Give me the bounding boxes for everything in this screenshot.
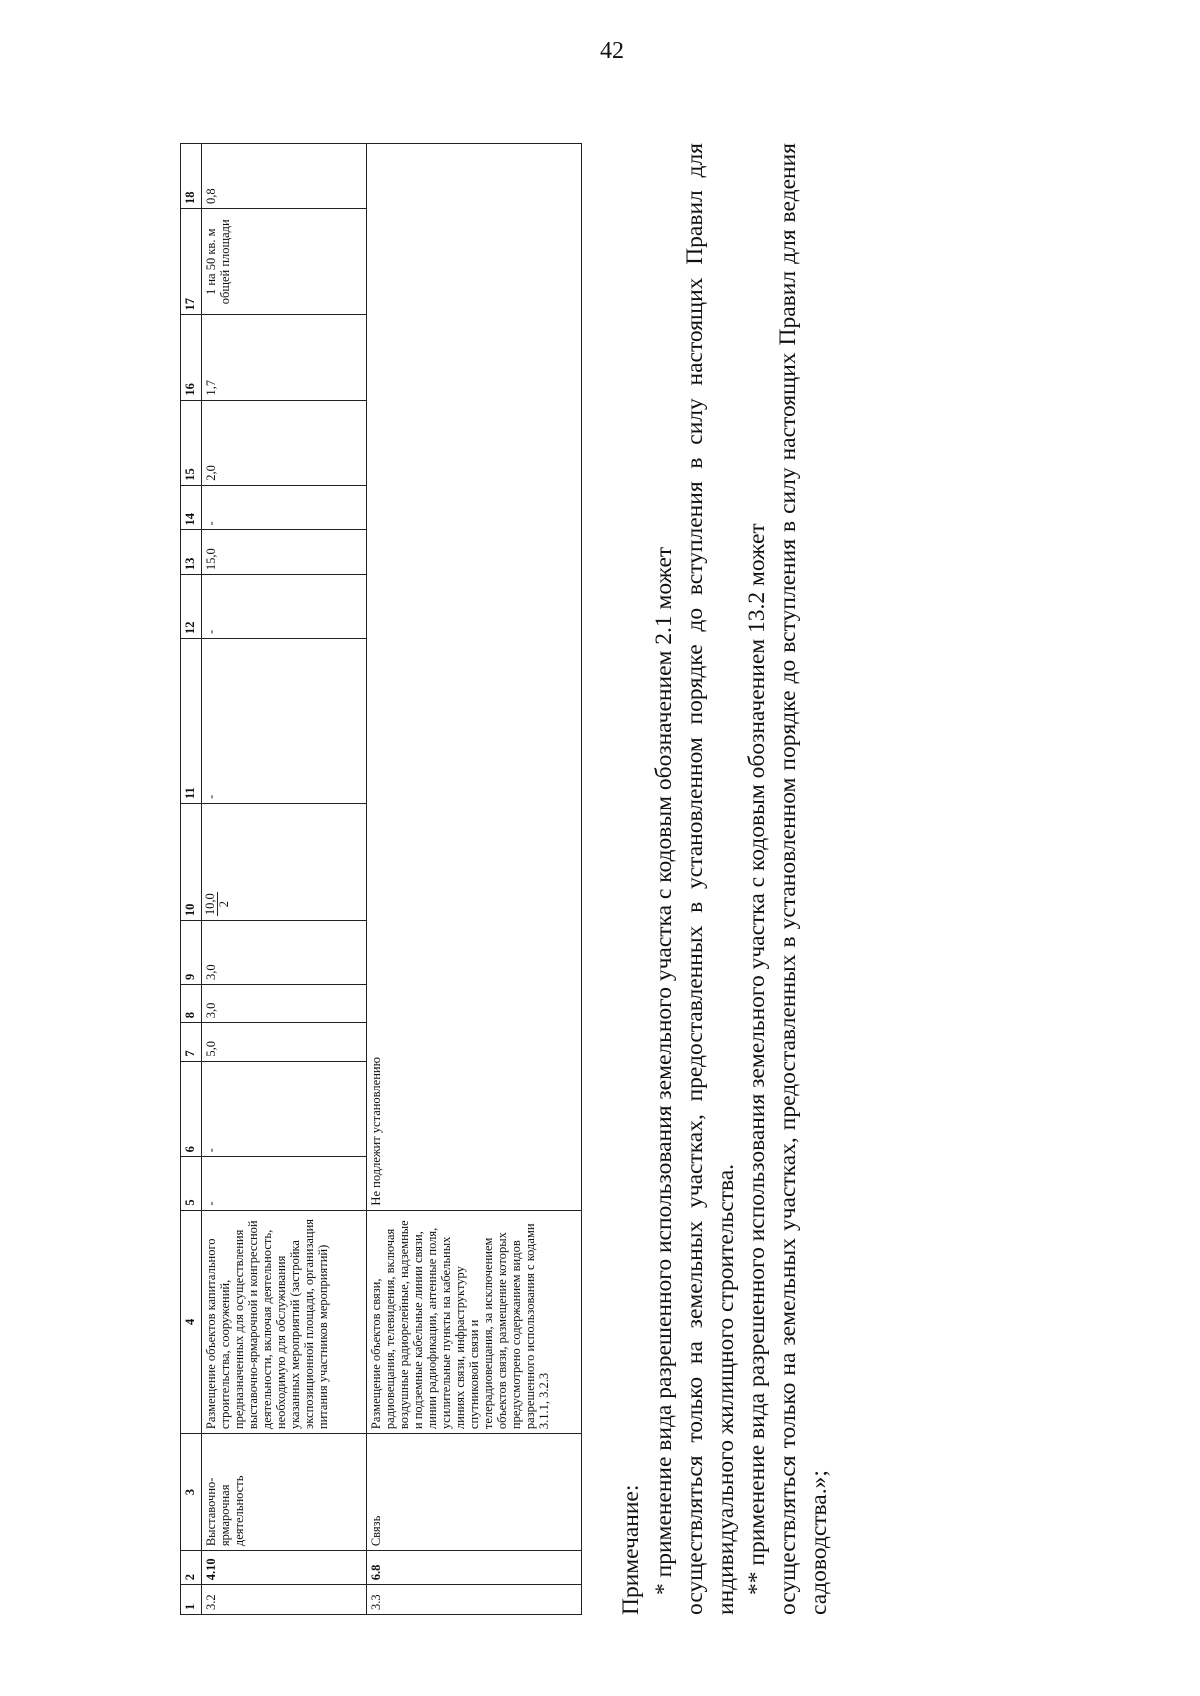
note-1-first-line: * применение вида разрешенного использования земельного участка с кодовым обозначением 2.1 может (651, 546, 677, 1595)
table-cell: 1,7 (202, 315, 367, 400)
fraction-numerator: 10,0 (203, 893, 217, 916)
fraction-denominator: 2 (217, 901, 232, 908)
use-description: Размещение объектов связи, радиовещания, телевидения, включая воздушные радиорелейные, надземные и подземные кабельные линии связи, линии радиофикации, антенные поля, усилительные пункты на кабельных линиях связи, инфраструктуру спутниковой связи и телерадиовещания, за исключением объектов связи, размещение которых предусмотрено содержанием видов разрешенного использования с кодами 3.1.1, 3.2.3 (367, 1210, 582, 1434)
row-number: 3.2 (202, 1585, 367, 1615)
page-number: 42 (600, 38, 624, 64)
table-row (367, 144, 582, 1615)
note-2-first-line: ** применение вида разрешенного использования земельного участка с кодовым обозначением 13.2 может (744, 523, 770, 1595)
table-cell: 15,0 (202, 530, 367, 575)
header-cell: 5 (181, 1157, 202, 1210)
header-cell: 8 (181, 984, 202, 1022)
header-cell: 14 (181, 485, 202, 530)
header-cell: 15 (181, 400, 202, 485)
header-cell: 3 (181, 1434, 202, 1551)
header-cell: 2 (181, 1551, 202, 1585)
note-1-continuation: осуществляться только на земельных участках, предоставленных в установленном порядке до вступления в силу настоящих Правил для индивидуального жилищного строительства. (682, 143, 739, 1615)
merged-not-subject-cell: Не подлежит установлению (367, 144, 582, 1211)
notes-block (616, 143, 835, 1615)
fraction-value (204, 892, 231, 916)
table-cell: - (202, 639, 367, 804)
rotated-landscape-page (180, 51, 1120, 1615)
use-name: Связь (367, 1434, 582, 1551)
header-cell: 18 (181, 144, 202, 209)
header-cell: 4 (181, 1210, 202, 1434)
header-cell: 11 (181, 639, 202, 804)
use-code: 6.8 (367, 1551, 582, 1585)
use-code: 4.10 (202, 1551, 367, 1585)
table-cell: 3,0 (202, 984, 367, 1022)
use-description: Размещение объектов капитального строительства, сооружений, предназначенных для осуществления выставочно-ярмарочной и конгрессной деятельности, включая деятельность, необходимую для обслуживания указанных мероприятий (застройка экспозиционной площади, организация питания участников мероприятий) (202, 1210, 367, 1434)
header-cell: 10 (181, 804, 202, 921)
header-cell: 1 (181, 1585, 202, 1615)
header-cell: 9 (181, 921, 202, 985)
header-cell: 12 (181, 575, 202, 639)
use-name: Выставочно-ярмарочная деятельность (202, 1434, 367, 1551)
header-cell: 7 (181, 1023, 202, 1061)
table-cell: 0,8 (202, 144, 367, 209)
table-cell: 5,0 (202, 1023, 367, 1061)
table-cell: 1 на 50 кв. м общей площади (202, 209, 367, 315)
table-row (202, 144, 367, 1615)
table-cell (202, 804, 367, 921)
table-cell: - (202, 1061, 367, 1157)
table-cell: - (202, 485, 367, 530)
table-cell: - (202, 1157, 367, 1210)
table-cell: 2,0 (202, 400, 367, 485)
header-cell: 6 (181, 1061, 202, 1157)
table-header-row (181, 144, 202, 1615)
row-number: 3.3 (367, 1585, 582, 1615)
notes-title: Примечание: (618, 1484, 644, 1615)
regulations-table (180, 143, 582, 1615)
header-cell: 16 (181, 315, 202, 400)
table-cell: - (202, 575, 367, 639)
note-2-continuation: осуществляться только на земельных участках, предоставленных в установленном порядке до вступления в силу настоящих Правил для ведения садоводства.»; (775, 143, 832, 1615)
table-cell: 3,0 (202, 921, 367, 985)
header-cell: 13 (181, 530, 202, 575)
header-cell: 17 (181, 209, 202, 315)
